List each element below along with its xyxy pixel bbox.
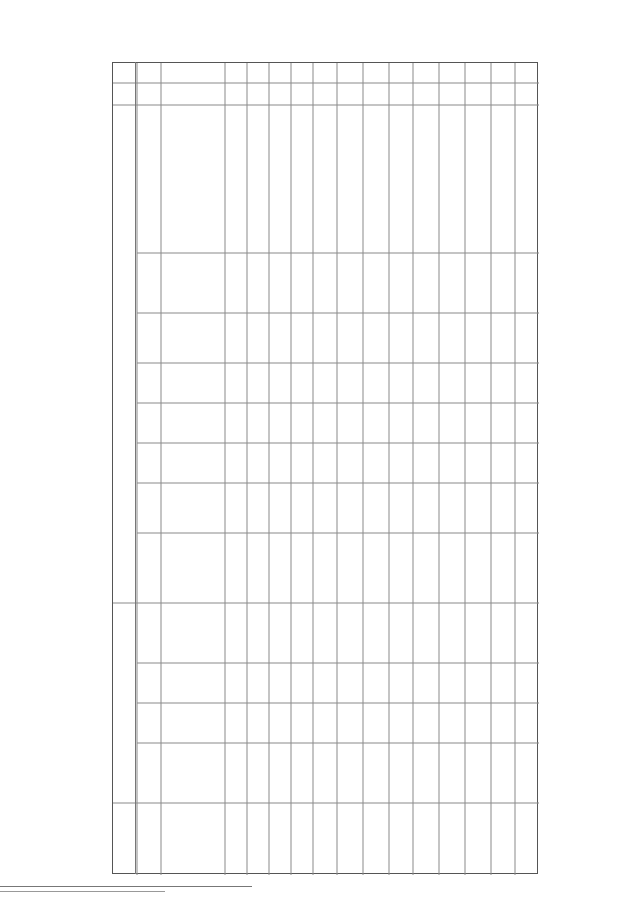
page-number: [0, 10, 640, 26]
footer-rule: [0, 886, 252, 887]
rotated-budget-table: [112, 62, 538, 874]
footer-rule-secondary: [0, 891, 165, 892]
table-grid: [113, 63, 539, 875]
row-header-strip: [112, 62, 136, 874]
